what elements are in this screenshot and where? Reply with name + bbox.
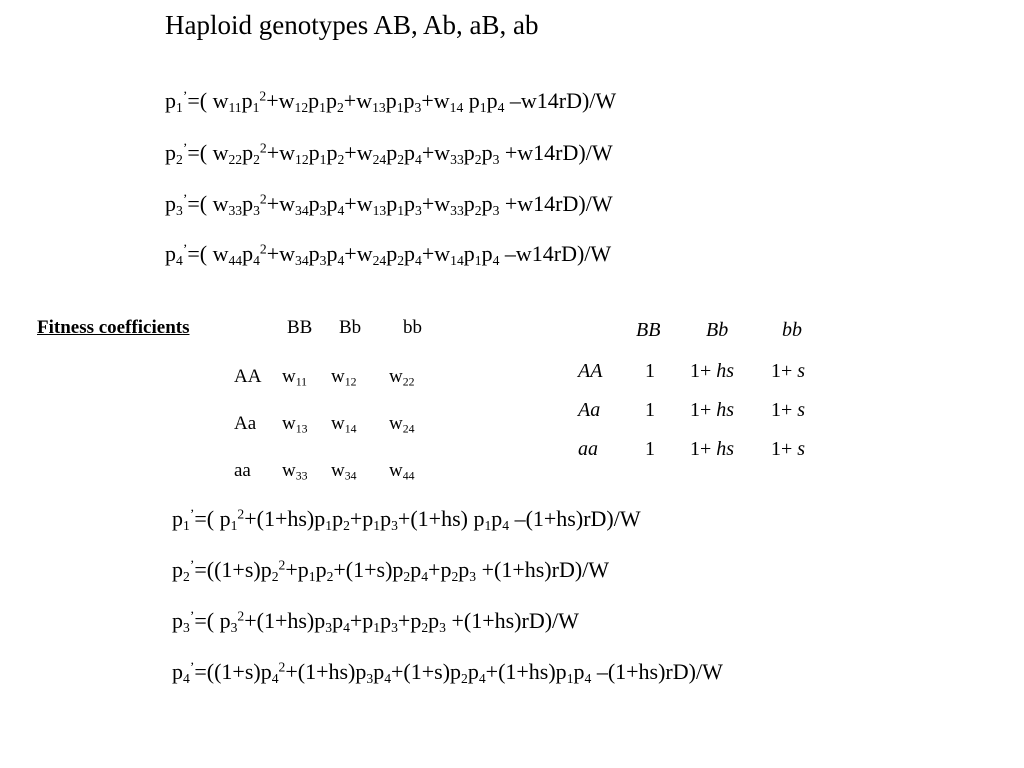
value-var: s [797,360,806,382]
eq-term: p [404,191,416,216]
eq-term: =( p [194,608,231,633]
eq-term: rD)/W [553,241,612,266]
eq-term: 11 [228,99,242,115]
eq-term: =( w [187,191,229,216]
eq-term: 2 [259,241,267,257]
eq-term: 3 [414,99,422,115]
eq-term: 4 [497,99,505,115]
fitness-cell [389,413,415,435]
value-var: s [797,438,806,460]
eq-sub: 1 [308,568,316,584]
eq-term: p [242,241,254,266]
general-equation-3 [165,191,613,217]
eq-sup: 2 [237,608,245,624]
general-equation-2 [165,140,613,166]
eq-term: +w [421,140,451,165]
eq-term: +(1+s)p [391,659,462,684]
fitness-value-row-label-aa: aa [578,438,598,460]
eq-term: 14 [450,252,464,268]
eq-term: +p [285,557,309,582]
fitness-cell [389,366,415,388]
eq-prime: ’ [189,557,195,573]
eq-term: p [463,191,475,216]
cell-base: w [389,460,403,481]
eq-term: 44 [228,252,243,268]
specific-equation-1 [172,506,641,532]
value-var: hs [716,360,735,382]
eq-term: +w [266,191,296,216]
eq-term: –w [499,241,532,266]
eq-sub: 2 [403,568,411,584]
eq-term: 1 [319,151,327,167]
eq-term: +p [397,608,422,633]
eq-term: +(1+hs)rD)/W [445,608,579,633]
fitness-value-header-BB: BB [636,319,661,341]
eq-term: –w [504,88,537,113]
cell-base: w [389,366,403,387]
eq-term: 1 [252,99,260,115]
fitness-value-cell [771,360,805,383]
eq-term: p [481,191,493,216]
cell-sub: 12 [344,375,357,389]
fitness-value-cell [690,360,734,383]
cell-sub: 33 [295,469,308,483]
eq-term: 3 [492,151,500,167]
eq-term: +w [421,241,451,266]
eq-sub: 4 [421,568,429,584]
eq-term: +w [343,88,373,113]
eq-prime: ’ [189,506,195,522]
eq-term: p [385,88,397,113]
eq-sub: 2 [343,517,350,533]
eq-term: +w [344,140,373,165]
eq-term: 34 [295,202,309,218]
eq-sub: 3 [391,517,398,533]
eq-sup: 2 [237,506,245,522]
eq-sub: 4 [384,670,391,686]
eq-term: =((1+s)p [194,659,272,684]
eq-term: p [326,241,338,266]
eq-term: p [326,140,338,165]
fitness-header-BB: BB [287,317,313,338]
fitness-value-cell [771,399,805,422]
fitness-value-row-label-Aa: Aa [578,399,601,421]
eq-sub: 2 [461,670,468,686]
eq-sub: 4 [478,670,486,686]
specific-equation-4 [172,659,723,685]
eq-term: p [481,140,493,165]
eq-term: 1 [319,99,326,115]
eq-term: rD)/W [555,140,613,165]
eq-term: rD)/W [558,88,617,113]
fitness-label: Fitness coefficients [37,317,190,338]
eq-sub: 2 [183,568,190,584]
eq-sub: 4 [271,670,279,686]
eq-sup: 2 [278,557,286,573]
eq-term: +w [266,88,295,113]
eq-term: 1 [479,99,487,115]
eq-term: p [404,140,416,165]
fitness-row-label-aa: aa [234,460,251,481]
eq-term: 3 [319,252,327,268]
cell-sub: 22 [402,375,415,389]
eq-sub: 1 [325,517,333,533]
eq-term: +(1+hs)p [244,506,326,531]
eq-term: 2 [474,151,482,167]
eq-term: p [308,191,320,216]
eq-term: 13 [372,202,387,218]
eq-prime: ’ [182,88,188,104]
eq-term: 2 [259,140,267,156]
eq-term: p [308,241,320,266]
eq-term: 3 [319,202,327,218]
eq-term: 12 [295,151,309,167]
eq-term: p [325,88,337,113]
eq-term: p [172,506,183,531]
eq-term: p [386,191,398,216]
eq-term: +w [344,241,373,266]
eq-sub: 3 [325,619,333,635]
eq-term: +w [499,140,534,165]
eq-term: 13 [372,99,386,115]
eq-term: +(1+hs)p [485,659,567,684]
eq-term: –(1+hs)rD)/W [509,506,641,531]
eq-term: p [458,557,470,582]
eq-term: +(1+hs)p [244,608,326,633]
value-var: s [797,399,806,421]
eq-lhs: p [165,191,176,216]
fitness-row-label-Aa: Aa [234,413,257,434]
eq-sub: 1 [183,517,190,533]
eq-term: rD)/W [555,191,613,216]
cell-sub: 11 [295,375,308,389]
page-title: Haploid genotypes AB, Ab, aB, ab [165,10,539,40]
eq-term: +w [499,191,534,216]
eq-sub: 1 [484,517,492,533]
specific-equation-2 [172,557,609,583]
eq-term: 12 [294,99,309,115]
eq-term: +p [349,506,374,531]
eq-term: p [467,659,479,684]
eq-term: 1 [474,252,482,268]
eq-prime: ’ [189,608,195,624]
eq-term: +w [344,191,373,216]
eq-sub: 4 [183,670,190,686]
eq-term: p [242,140,254,165]
eq-term: 2 [397,151,405,167]
eq-term: p [308,140,320,165]
eq-sub: 3 [469,568,477,584]
fitness-row-label-AA: AA [234,366,262,387]
cell-sub: 13 [295,422,308,436]
eq-term: 2 [336,99,344,115]
eq-term: +(1+hs)p [285,659,367,684]
eq-term: 24 [372,151,387,167]
eq-term: p [404,241,416,266]
eq-term: p [172,557,183,582]
eq-sub: 1 [566,670,574,686]
fitness-cell [331,413,357,435]
eq-term: p [315,557,327,582]
eq-term: =( w [187,140,229,165]
eq-sub: 1 [230,517,238,533]
eq-term: 1 [396,99,404,115]
fitness-cell [389,460,415,482]
eq-term: –(1+hs)rD)/W [591,659,723,684]
eq-term: p [491,506,503,531]
eq-term: 2 [259,191,267,207]
eq-term: 33 [450,202,464,218]
eq-term: 4 [337,202,345,218]
fitness-cell [282,413,308,435]
eq-term: =( w [187,241,229,266]
eq-term: p [403,88,415,113]
fitness-cell [331,460,357,482]
eq-term: 2 [337,151,345,167]
eq-term: 2 [474,202,482,218]
eq-term: 4 [415,151,422,167]
eq-term: p [308,88,320,113]
eq-lhs: p [165,241,176,266]
eq-term: 4 [337,252,345,268]
fitness-value-header-bb: bb [782,319,802,341]
eq-lhs-sub: 2 [176,151,183,167]
eq-term: 14 [536,88,559,113]
eq-term: p [386,241,398,266]
value-const: 1+ [771,360,798,382]
eq-prime: ’ [182,241,188,257]
eq-term: 33 [228,202,243,218]
eq-prime: ’ [182,140,188,156]
eq-term: 14 [533,191,556,216]
eq-term: +p [428,557,452,582]
cell-base: w [282,460,296,481]
fitness-value-cell [771,438,805,461]
cell-base: w [389,413,403,434]
eq-sub: 3 [230,619,238,635]
eq-term: 14 [449,99,464,115]
eq-sub: 2 [421,619,429,635]
eq-term: 4 [492,252,500,268]
eq-term: +w [421,88,450,113]
eq-term: 2 [397,252,405,268]
eq-lhs-sub: 3 [176,202,183,218]
value-const: 1+ [690,399,717,421]
cell-sub: 24 [402,422,415,436]
value-var: hs [716,399,735,421]
eq-term: p [481,241,493,266]
eq-term: =( p [194,506,231,531]
eq-term: 3 [415,202,422,218]
eq-sub: 2 [326,568,334,584]
fitness-cell [282,460,308,482]
eq-sub: 1 [373,517,381,533]
eq-term: +(1+s)p [333,557,404,582]
cell-base: w [282,366,296,387]
eq-sub: 3 [391,619,398,635]
eq-term: p [380,506,392,531]
fitness-value-cell: 1 [645,399,655,421]
cell-sub: 44 [402,469,415,483]
value-const: 1+ [771,399,798,421]
eq-prime: ’ [189,659,195,675]
eq-term: =((1+s)p [194,557,272,582]
eq-sub: 2 [271,568,279,584]
eq-term: 1 [397,202,405,218]
general-equation-1 [165,88,616,114]
fitness-value-cell [690,399,734,422]
eq-term: p [486,88,498,113]
eq-term: 33 [450,151,464,167]
value-const: 1+ [690,438,717,460]
specific-equation-3 [172,608,579,634]
eq-term: p [373,659,385,684]
cell-sub: 14 [344,422,357,436]
value-var: hs [716,438,735,460]
eq-term: 3 [253,202,260,218]
eq-lhs-sub: 1 [176,99,183,115]
eq-term: 2 [253,151,260,167]
eq-prime: ’ [182,191,188,207]
eq-term: +w [421,191,451,216]
value-const: 1+ [771,438,798,460]
fitness-value-cell [690,438,734,461]
eq-term: 2 [259,88,267,104]
eq-term: p [428,608,440,633]
fitness-value-row-label-AA: AA [578,360,603,382]
fitness-cell [331,366,357,388]
eq-term: =( w [187,88,229,113]
eq-term: p [332,608,344,633]
eq-sup: 2 [278,659,286,675]
eq-sub: 3 [439,619,446,635]
fitness-header-bb: bb [403,317,422,338]
value-const: 1+ [690,360,717,382]
eq-term: p [242,191,254,216]
eq-sub: 3 [183,619,190,635]
eq-term: 24 [372,252,387,268]
eq-term: p [241,88,253,113]
eq-sub: 4 [584,670,592,686]
eq-term: 34 [295,252,309,268]
eq-lhs: p [165,88,176,113]
eq-term: p [326,191,338,216]
eq-term: p [573,659,585,684]
cell-base: w [331,460,345,481]
eq-lhs: p [165,140,176,165]
fitness-value-cell: 1 [645,438,655,460]
eq-term: p [463,241,475,266]
eq-term: 14 [533,140,556,165]
eq-lhs-sub: 4 [176,252,183,268]
eq-sub: 2 [451,568,459,584]
eq-sub: 4 [502,517,510,533]
eq-term: p [380,608,392,633]
cell-base: w [282,413,296,434]
eq-term: p [410,557,422,582]
eq-term: +w [266,241,296,266]
fitness-cell [282,366,307,388]
eq-term: p [463,140,475,165]
eq-term: +w [266,140,296,165]
fitness-header-Bb: Bb [339,317,362,338]
eq-term: +(1+hs)rD)/W [476,557,610,582]
eq-sub: 4 [343,619,350,635]
fitness-value-header-Bb: Bb [706,319,729,341]
eq-term: 3 [492,202,500,218]
eq-term: 22 [228,151,243,167]
eq-term: 4 [415,252,422,268]
eq-term: +(1+hs) p [397,506,485,531]
eq-sub: 1 [373,619,381,635]
eq-term: p [463,88,480,113]
cell-base: w [331,366,345,387]
eq-sub: 3 [366,670,374,686]
eq-term: 4 [253,252,260,268]
eq-term: p [386,140,398,165]
general-equation-4 [165,241,611,267]
eq-term: p [172,659,183,684]
eq-term: +p [349,608,374,633]
eq-term: 14 [531,241,554,266]
cell-base: w [331,413,345,434]
fitness-value-cell: 1 [645,360,655,382]
eq-term: p [332,506,344,531]
cell-sub: 34 [344,469,357,483]
eq-term: p [172,608,183,633]
